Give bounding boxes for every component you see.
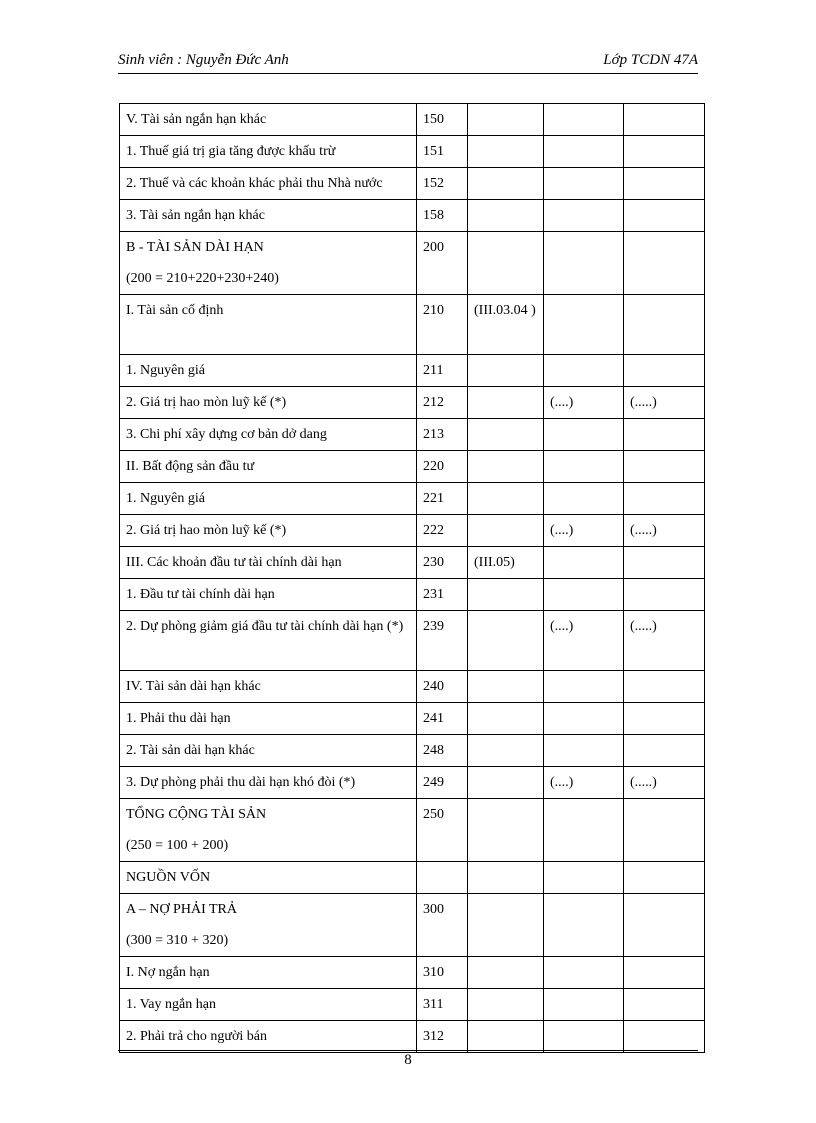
row-note [468,894,544,957]
row-current: (....) [544,387,624,419]
row-note [468,419,544,451]
row-note [468,104,544,136]
row-code: 151 [417,136,468,168]
page-number: 8 [404,1052,412,1068]
footer-rule [118,1050,698,1051]
row-note [468,136,544,168]
row-code [417,862,468,894]
row-label: II. Bất động sản đầu tư [120,451,417,483]
row-current [544,232,624,295]
row-note [468,483,544,515]
row-previous [624,232,705,295]
table-row [120,611,705,671]
row-previous [624,295,705,355]
row-current [544,355,624,387]
row-note [468,355,544,387]
row-note [468,168,544,200]
table-row [120,547,705,579]
row-note [468,767,544,799]
row-label: 2. Giá trị hao mòn luỹ kế (*) [120,387,417,419]
row-current [544,735,624,767]
row-note: (III.03.04 ) [468,295,544,355]
row-current [544,419,624,451]
table-row [120,799,705,862]
student-name: Sinh viên : Nguyễn Đức Anh [118,52,289,68]
row-code: 312 [417,1021,468,1053]
row-code: 221 [417,483,468,515]
row-previous [624,989,705,1021]
row-code: 213 [417,419,468,451]
row-previous [624,862,705,894]
row-label: I. Tài sản cố định [120,295,417,355]
row-note [468,799,544,862]
row-label: 1. Nguyên giá [120,355,417,387]
row-current [544,451,624,483]
table-row [120,671,705,703]
row-code: 152 [417,168,468,200]
row-label: 3. Tài sản ngắn hạn khác [120,200,417,232]
row-previous [624,1021,705,1053]
row-label: 3. Dự phòng phải thu dài hạn khó đòi (*) [120,767,417,799]
row-previous [624,894,705,957]
row-label: V. Tài sản ngắn hạn khác [120,104,417,136]
table-row [120,168,705,200]
row-label: I. Nợ ngắn hạn [120,957,417,989]
row-current [544,136,624,168]
row-code: 311 [417,989,468,1021]
row-code: 220 [417,451,468,483]
row-label: 2. Dự phòng giảm giá đầu tư tài chính dài hạn (*) [120,611,417,671]
row-current: (....) [544,515,624,547]
row-code: 222 [417,515,468,547]
table-row [120,862,705,894]
row-previous: (.....) [624,515,705,547]
row-code: 231 [417,579,468,611]
row-previous [624,451,705,483]
row-note [468,957,544,989]
table-row [120,579,705,611]
row-note [468,1021,544,1053]
row-label: NGUỒN VỐN [120,862,417,894]
row-current [544,894,624,957]
table-row [120,1021,705,1053]
row-code: 300 [417,894,468,957]
row-code: 240 [417,671,468,703]
row-previous [624,483,705,515]
table-row [120,355,705,387]
row-code: 200 [417,232,468,295]
table-row [120,104,705,136]
row-label [120,232,417,295]
row-current [544,799,624,862]
row-code: 310 [417,957,468,989]
row-note [468,735,544,767]
row-label: IV. Tài sản dài hạn khác [120,671,417,703]
row-label: 2. Phải trả cho người bán [120,1021,417,1053]
row-current [544,671,624,703]
row-note [468,451,544,483]
table-row [120,419,705,451]
table-row [120,295,705,355]
row-previous [624,671,705,703]
row-previous [624,547,705,579]
row-note [468,200,544,232]
table-row [120,735,705,767]
row-previous [624,703,705,735]
row-label: 2. Thuế và các khoản khác phải thu Nhà nước [120,168,417,200]
row-note [468,579,544,611]
section-formula: (300 = 310 + 320) [126,933,229,948]
row-code: 241 [417,703,468,735]
table-row [120,483,705,515]
row-current [544,200,624,232]
row-previous [624,735,705,767]
row-note: (III.05) [468,547,544,579]
table-row [120,894,705,957]
row-label: 2. Tài sản dài hạn khác [120,735,417,767]
row-current: (....) [544,611,624,671]
row-previous [624,957,705,989]
row-note [468,671,544,703]
row-current [544,104,624,136]
table-row [120,703,705,735]
row-code: 212 [417,387,468,419]
row-previous: (.....) [624,611,705,671]
row-label: 1. Đầu tư tài chính dài hạn [120,579,417,611]
table-row [120,451,705,483]
row-current [544,957,624,989]
row-previous [624,799,705,862]
balance-sheet-table [119,103,705,1053]
row-label: 1. Vay ngắn hạn [120,989,417,1021]
table-row [120,767,705,799]
row-label: 2. Giá trị hao mòn luỹ kế (*) [120,515,417,547]
row-previous: (.....) [624,387,705,419]
row-label: III. Các khoản đầu tư tài chính dài hạn [120,547,417,579]
row-previous [624,168,705,200]
row-label: 1. Thuế giá trị gia tăng được khấu trừ [120,136,417,168]
row-code: 239 [417,611,468,671]
row-previous [624,200,705,232]
row-label: 1. Phải thu dài hạn [120,703,417,735]
row-label [120,894,417,957]
row-current [544,703,624,735]
row-note [468,862,544,894]
row-code: 230 [417,547,468,579]
table-row [120,957,705,989]
row-note [468,387,544,419]
row-current [544,295,624,355]
row-code: 211 [417,355,468,387]
row-current [544,862,624,894]
row-code: 248 [417,735,468,767]
row-current [544,989,624,1021]
section-title: A – NỢ PHẢI TRẢ [126,902,237,917]
table-row [120,232,705,295]
row-previous: (.....) [624,767,705,799]
row-code: 158 [417,200,468,232]
section-title: TỔNG CỘNG TÀI SẢN [126,807,267,822]
header-rule [118,73,698,74]
row-current: (....) [544,767,624,799]
section-formula: (200 = 210+220+230+240) [126,271,279,286]
row-current [544,547,624,579]
row-previous [624,136,705,168]
class-name: Lớp TCDN 47A [603,52,698,68]
row-label [120,799,417,862]
row-note [468,989,544,1021]
page-header [118,52,698,72]
row-previous [624,419,705,451]
row-code: 150 [417,104,468,136]
row-label: 1. Nguyên giá [120,483,417,515]
row-code: 249 [417,767,468,799]
row-previous [624,355,705,387]
table-row [120,387,705,419]
row-current [544,1021,624,1053]
table-row [120,136,705,168]
table-row [120,200,705,232]
row-previous [624,579,705,611]
row-label: 3. Chi phí xây dựng cơ bản dở dang [120,419,417,451]
section-formula: (250 = 100 + 200) [126,838,229,853]
row-code: 210 [417,295,468,355]
row-previous [624,104,705,136]
row-note [468,703,544,735]
row-current [544,483,624,515]
row-note [468,515,544,547]
row-note [468,232,544,295]
section-title: B - TÀI SẢN DÀI HẠN [126,240,264,255]
table-row [120,989,705,1021]
table-row [120,515,705,547]
row-current [544,168,624,200]
row-note [468,611,544,671]
row-current [544,579,624,611]
row-code: 250 [417,799,468,862]
